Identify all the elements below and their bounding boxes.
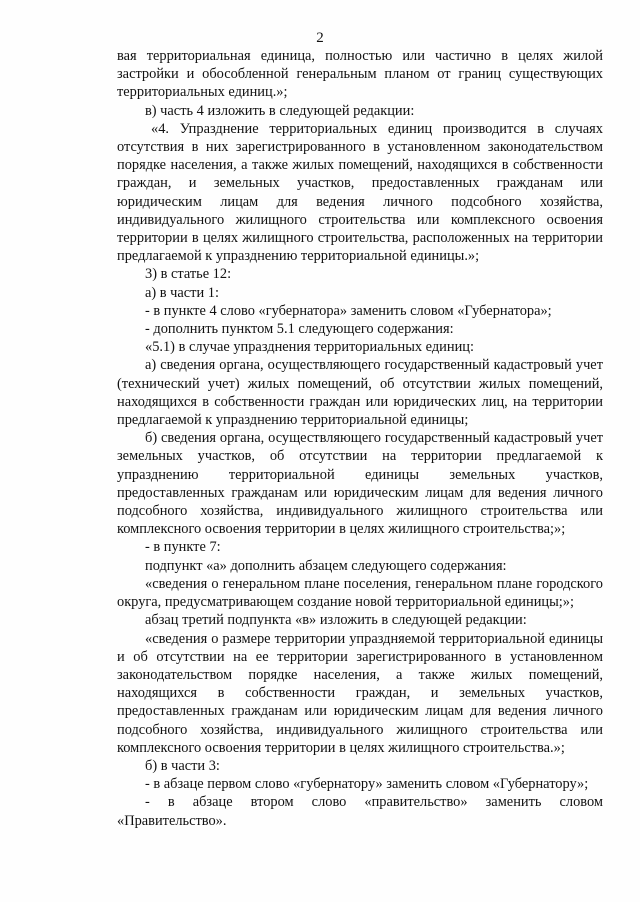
paragraph: «сведения о размере территории упраздняемой территориальной единицы и об отсутствии на ее территории зарегистрированного в установленном законодательством порядке населения, а также жилых помещений, находящихся в собственности граждан, и земельных участков, предоставленных гражданам или юридическим лицам для ведения личного подсобного хозяйства, индивидуального жилищного строительства или комплексного освоения территории в целях жилищного строительства.»;: [117, 630, 603, 756]
page-number: 2: [316, 30, 324, 46]
paragraph: - в пункте 4 слово «губернатора» заменить словом «Губернатора»;: [145, 302, 552, 319]
paragraph: - в абзаце первом слово «губернатору» заменить словом «Губернатору»;: [145, 776, 589, 793]
paragraph: - в пункте 7:: [145, 539, 221, 556]
paragraph: вая территориальная единица, полностью или частично в целях жилой застройки и обособленной генеральным планом от границ существующих территориальных единиц.»;: [117, 48, 603, 101]
paragraph: - в абзаце втором слово «правительство» заменить словом «Правительство».: [117, 794, 603, 829]
paragraph: - дополнить пунктом 5.1 следующего содержания:: [145, 321, 454, 338]
paragraph: подпункт «а» дополнить абзацем следующего содержания:: [145, 557, 507, 574]
paragraph: 3) в статье 12:: [145, 266, 232, 283]
paragraph: б) сведения органа, осуществляющего государственный кадастровый учет земельных участков, об отсутствии на территории предлагаемой к упразднению территориальной единицы земельных участков, предоставленных гражданам или юридическим лицам для ведения личного подсобного хозяйства, индивидуального жилищного строительства или комплексного освоения территории в целях жилищного строительства;»;: [117, 430, 603, 538]
paragraph: а) сведения органа, осуществляющего государственный кадастровый учет (технический учет) жилых помещений, об отсутствии жилых помещений, находящихся в собственности граждан или юридических лиц, на территории предлагаемой к упразднению территориальной единицы;: [117, 357, 603, 429]
document-body: [117, 47, 603, 830]
paragraph: «5.1) в случае упразднения территориальных единиц:: [145, 339, 474, 356]
paragraph: в) часть 4 изложить в следующей редакции:: [145, 102, 415, 119]
paragraph: «сведения о генеральном плане поселения, генеральном плане городского округа, предусматривающем создание новой территориальной единицы;»;: [117, 575, 603, 611]
paragraph: а) в части 1:: [145, 284, 219, 301]
paragraph: б) в части 3:: [145, 757, 220, 774]
paragraph: «4. Упразднение территориальных единиц производится в случаях отсутствия в них зарегистрированного в установленном законодательством порядке населения, а также жилых помещений, находящихся в собственности граждан, и земельных участков, предоставленных гражданам или юридическим лицам для ведения личного подсобного хозяйства, индивидуального жилищного строительства или комплексного освоения территории в целях жилищного строительства, расположенных на территории предлагаемой к упразднению территориальной единицы.»;: [117, 120, 603, 265]
paragraph: абзац третий подпункта «в» изложить в следующей редакции:: [145, 612, 527, 629]
